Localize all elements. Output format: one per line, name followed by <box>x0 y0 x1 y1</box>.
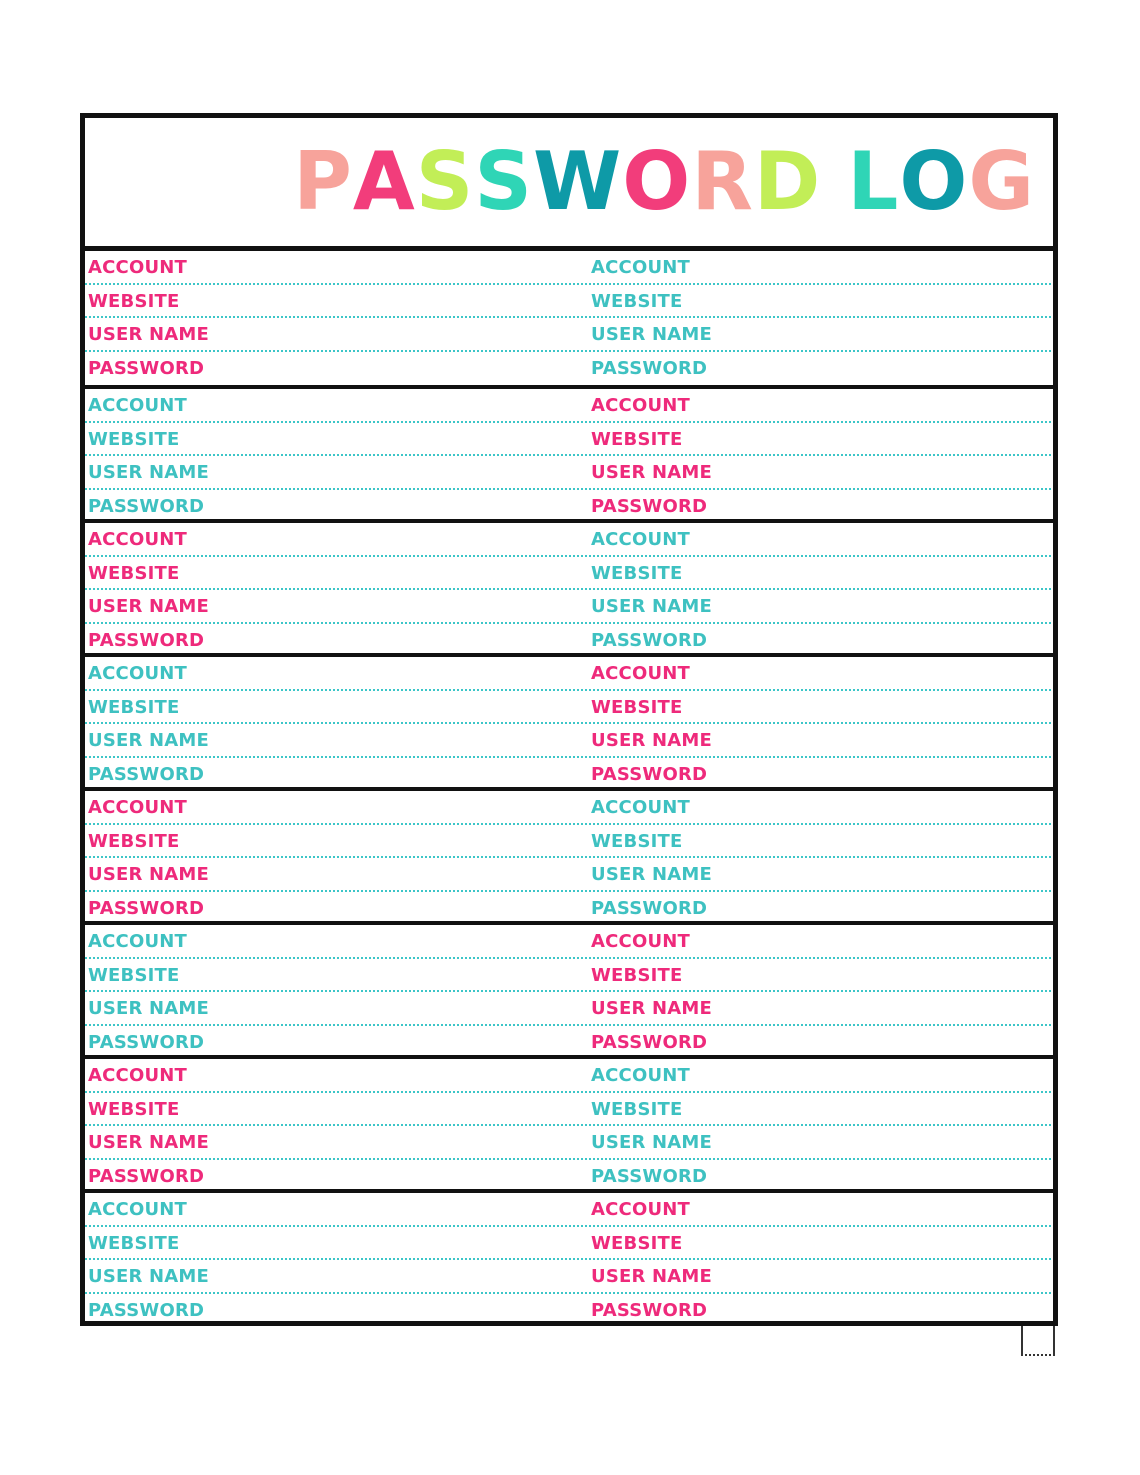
entry-row <box>85 858 1053 892</box>
field-label-right: PASSWORD <box>591 357 708 379</box>
field-label-right: ACCOUNT <box>591 797 691 819</box>
field-label-left: PASSWORD <box>88 1031 205 1053</box>
entry-row <box>85 724 1053 758</box>
entry-block <box>85 519 1053 653</box>
title-letter: R <box>691 135 754 228</box>
entry-row <box>85 1160 1053 1194</box>
field-label-left: ACCOUNT <box>88 529 188 551</box>
entry-block <box>85 251 1053 385</box>
title-letter: P <box>293 135 353 228</box>
title-letter: L <box>847 135 900 228</box>
entry-row <box>85 1093 1053 1127</box>
field-label-right: ACCOUNT <box>591 257 691 279</box>
field-label-left: ACCOUNT <box>88 663 188 685</box>
entry-row <box>85 1260 1053 1294</box>
title-letter: S <box>474 135 534 228</box>
title-letter: S <box>415 135 475 228</box>
field-label-left: WEBSITE <box>88 964 180 986</box>
field-label-right: ACCOUNT <box>591 663 691 685</box>
title-letter: O <box>899 135 969 228</box>
field-label-left: USER NAME <box>88 998 210 1020</box>
page-title <box>293 135 1035 228</box>
entry-block <box>85 787 1053 921</box>
field-label-right: USER NAME <box>591 1132 713 1154</box>
field-label-left: PASSWORD <box>88 1299 205 1321</box>
field-label-right: USER NAME <box>591 462 713 484</box>
entry-block <box>85 385 1053 519</box>
field-label-right: WEBSITE <box>591 290 683 312</box>
field-label-right: WEBSITE <box>591 830 683 852</box>
header <box>85 118 1053 251</box>
field-label-left: USER NAME <box>88 864 210 886</box>
entry-row <box>85 352 1053 386</box>
entry-row <box>85 1227 1053 1261</box>
field-label-right: PASSWORD <box>591 629 708 651</box>
entry-row <box>85 959 1053 993</box>
field-label-left: ACCOUNT <box>88 395 188 417</box>
field-label-right: USER NAME <box>591 324 713 346</box>
password-log-sheet <box>80 113 1058 1326</box>
entry-row <box>85 1126 1053 1160</box>
title-letter: G <box>968 135 1035 228</box>
field-label-right: WEBSITE <box>591 696 683 718</box>
field-label-right: PASSWORD <box>591 1299 708 1321</box>
entry-row <box>85 791 1053 825</box>
field-label-left: WEBSITE <box>88 290 180 312</box>
field-label-right: USER NAME <box>591 998 713 1020</box>
entry-block <box>85 1189 1053 1323</box>
entry-row <box>85 1026 1053 1060</box>
field-label-left: USER NAME <box>88 1132 210 1154</box>
field-label-left: ACCOUNT <box>88 797 188 819</box>
title-letter: W <box>533 135 623 228</box>
entry-row <box>85 318 1053 352</box>
title-letter: A <box>352 135 416 228</box>
field-label-right: PASSWORD <box>591 495 708 517</box>
entry-row <box>85 590 1053 624</box>
field-label-right: ACCOUNT <box>591 931 691 953</box>
entry-row <box>85 624 1053 658</box>
field-label-left: PASSWORD <box>88 357 205 379</box>
field-label-right: ACCOUNT <box>591 1065 691 1087</box>
entry-row <box>85 523 1053 557</box>
corner-mark <box>1021 1326 1055 1356</box>
field-label-left: PASSWORD <box>88 629 205 651</box>
entry-row <box>85 992 1053 1026</box>
field-label-right: PASSWORD <box>591 1165 708 1187</box>
field-label-right: PASSWORD <box>591 763 708 785</box>
title-space <box>821 142 847 222</box>
entry-row <box>85 456 1053 490</box>
field-label-right: USER NAME <box>591 864 713 886</box>
field-label-left: ACCOUNT <box>88 1065 188 1087</box>
field-label-left: USER NAME <box>88 324 210 346</box>
entry-row <box>85 758 1053 792</box>
title-letter: D <box>753 135 822 228</box>
field-label-left: WEBSITE <box>88 428 180 450</box>
field-label-left: PASSWORD <box>88 495 205 517</box>
field-label-left: WEBSITE <box>88 562 180 584</box>
field-label-left: USER NAME <box>88 730 210 752</box>
field-label-right: ACCOUNT <box>591 529 691 551</box>
field-label-right: ACCOUNT <box>591 1199 691 1221</box>
entry-row <box>85 691 1053 725</box>
field-label-right: ACCOUNT <box>591 395 691 417</box>
field-label-right: PASSWORD <box>591 1031 708 1053</box>
field-label-right: WEBSITE <box>591 562 683 584</box>
field-label-left: WEBSITE <box>88 1232 180 1254</box>
field-label-right: WEBSITE <box>591 1098 683 1120</box>
field-label-left: PASSWORD <box>88 1165 205 1187</box>
entry-row <box>85 657 1053 691</box>
entry-row <box>85 825 1053 859</box>
field-label-left: PASSWORD <box>88 763 205 785</box>
field-label-left: WEBSITE <box>88 1098 180 1120</box>
entry-row <box>85 1193 1053 1227</box>
field-label-left: WEBSITE <box>88 696 180 718</box>
entry-row <box>85 251 1053 285</box>
field-label-right: USER NAME <box>591 730 713 752</box>
field-label-left: USER NAME <box>88 596 210 618</box>
entry-row <box>85 557 1053 591</box>
field-label-left: ACCOUNT <box>88 257 188 279</box>
entry-row <box>85 423 1053 457</box>
entry-row <box>85 925 1053 959</box>
field-label-right: PASSWORD <box>591 897 708 919</box>
field-label-left: PASSWORD <box>88 897 205 919</box>
entry-block <box>85 653 1053 787</box>
entry-block <box>85 1055 1053 1189</box>
field-label-right: USER NAME <box>591 1266 713 1288</box>
entry-row <box>85 1294 1053 1328</box>
field-label-left: WEBSITE <box>88 830 180 852</box>
field-label-right: WEBSITE <box>591 428 683 450</box>
field-label-left: USER NAME <box>88 1266 210 1288</box>
field-label-left: ACCOUNT <box>88 931 188 953</box>
field-label-right: WEBSITE <box>591 964 683 986</box>
entry-row <box>85 490 1053 524</box>
field-label-left: USER NAME <box>88 462 210 484</box>
entry-row <box>85 892 1053 926</box>
entry-row <box>85 285 1053 319</box>
field-label-right: WEBSITE <box>591 1232 683 1254</box>
title-letter: O <box>622 135 692 228</box>
field-label-left: ACCOUNT <box>88 1199 188 1221</box>
field-label-right: USER NAME <box>591 596 713 618</box>
entry-row <box>85 1059 1053 1093</box>
entry-row <box>85 389 1053 423</box>
entry-block <box>85 921 1053 1055</box>
